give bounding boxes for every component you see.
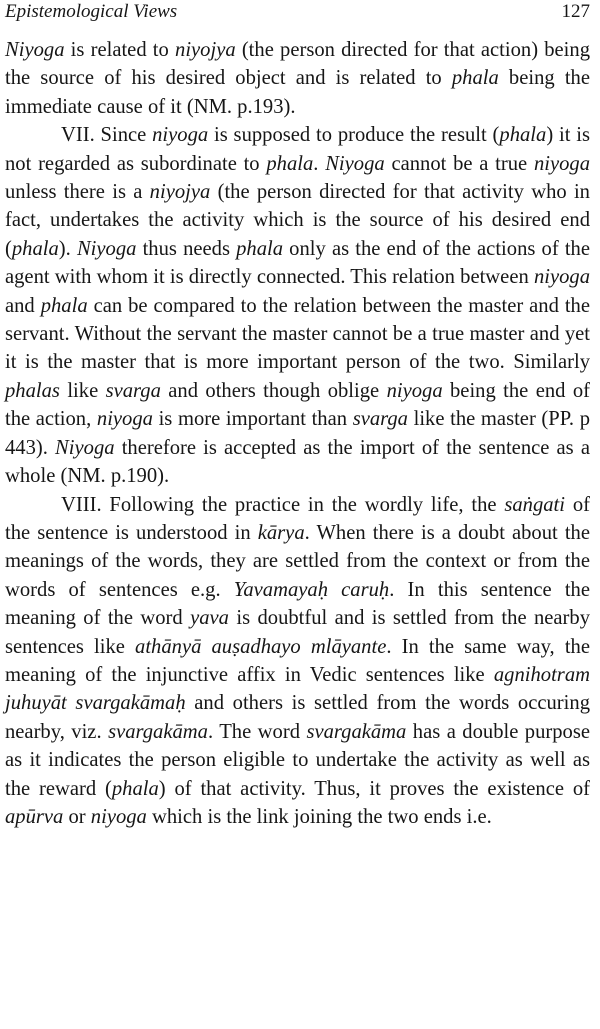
body-text bbox=[5, 36, 590, 831]
paragraph-continuation: Niyoga is related to niyojya (the person directed for that action) being the source of his desired object and is related to phala being the immediate cause of it (NM. p.193). bbox=[5, 39, 590, 118]
paragraph-vii: VII. Since niyoga is supposed to produce the result (phala) it is not regarded as subordinate to phala. Niyoga cannot be a true niyoga unless there is a niyojya (the person directed for that activity who in fact, undertakes the activity which is the source of his desired end (phala). Niyoga thus needs phala only as the end of the actions of the agent with whom it is directly connected. This relation between niyoga and phala can be compared to the relation between the master and the servant. Without the servant the master cannot be a true master and yet it is the master that is more important person of the two. Similarly phalas like svarga and others though oblige niyoga being the end of the action, niyoga is more important than svarga like the master (PP. p 443). Niyoga therefore is accepted as the import of the sentence as a whole (NM. p.190). bbox=[5, 124, 590, 488]
paragraph-viii: VIII. Following the practice in the wordly life, the saṅgati of the sentence is understood in kārya. When there is a doubt about the meanings of the words, they are settled from the context or from the words of sentences e.g. Yavamayaḥ caruḥ. In this sentence the meaning of the word yava is doubtful and is settled from the nearby sentences like athānyā auṣadhayo mlāyante. In the same way, the meaning of the injunctive affix in Vedic sentences like agnihotram juhuyāt svargakāmaḥ and others is settled from the words occuring nearby, viz. svargakāma. The word svargakāma has a double purpose as it indicates the person eligible to undertake the activity as well as the reward (phala) of that activity. Thus, it proves the existence of apūrva or niyoga which is the link joining the two ends i.e. bbox=[5, 493, 591, 828]
page-number: 127 bbox=[561, 1, 590, 22]
running-title: Epistemological Views bbox=[5, 1, 178, 22]
running-header bbox=[5, 0, 590, 26]
